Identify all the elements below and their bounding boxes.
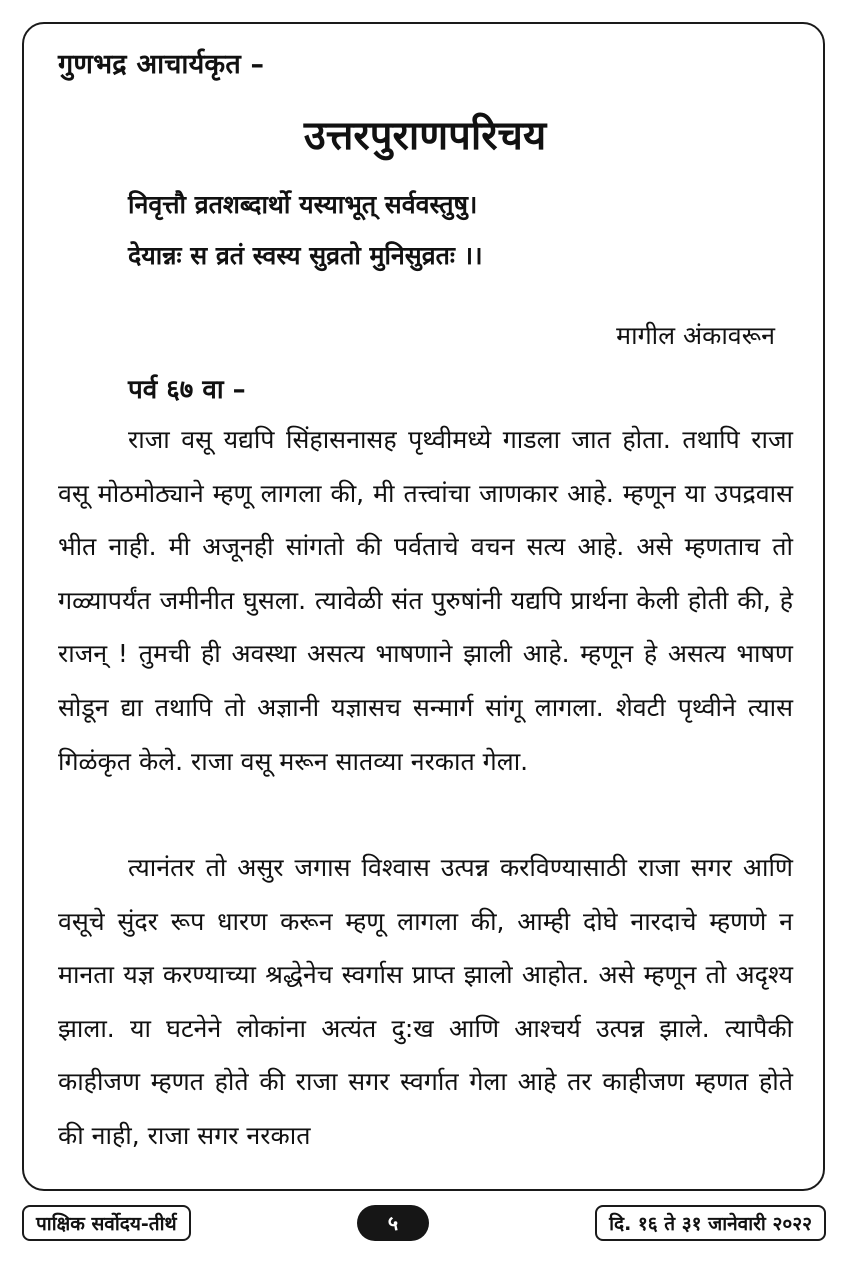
verse-line-2: देयान्नः स व्रतं स्वस्य सुव्रतो मुनिसुव्रतः ।। <box>128 241 483 270</box>
publication-name: पाक्षिक सर्वोदय-तीर्थ <box>22 1205 191 1241</box>
body-paragraph: त्यानंतर तो असुर जगास विश्वास उत्पन्न करविण्यासाठी राजा सगर आणि वसूचे सुंदर रूप धारण करून म्हणू लागला की, आम्ही दोघे नारदाचे म्हणणे न मानता यज्ञ करण्याच्या श्रद्धेनेच स्वर्गास प्राप्त झालो आहोत. असे म्हणून तो अदृश्य झाला. या घटनेने लोकांना अत्यंत दु:ख आणि आश्चर्य उत्पन्न झाले. त्यापैकी काहीजण म्हणत होते की राजा सगर स्वर्गात गेला आहे तर काहीजण म्हणत होते की नाही, राजा सगर नरकात <box>58 853 793 1150</box>
section-heading: पर्व ६७ वा – <box>128 375 246 405</box>
continued-note: मागील अंकावरून <box>616 321 775 350</box>
page-number: ५ <box>357 1205 429 1241</box>
body-paragraph: राजा वसू यद्यपि सिंहासनासह पृथ्वीमध्ये गाडला जात होता. तथापि राजा वसू मोठमोठ्याने म्हणू लागला की, मी तत्त्वांचा जाणकार आहे. म्हणून या उपद्रवास भीत नाही. मी अजूनही सांगतो की पर्वताचे वचन सत्य आहे. असे म्हणताच तो गळ्यापर्यंत जमीनीत घुसला. त्यावेळी संत पुरुषांनी यद्यपि प्रार्थना केली होती की, हे राजन् ! तुमची ही अवस्था असत्य भाषणाने झाली आहे. म्हणून हे असत्य भाषण सोडून द्या तथापि तो अज्ञानी यज्ञासच सन्मार्ग सांगू लागला. शेवटी पृथ्वीने त्यास गिळंकृत केले. राजा वसू मरून सातव्या नरकात गेला. <box>58 425 793 776</box>
page-title: उत्तरपुराणपरिचय <box>303 113 547 159</box>
issue-date: दि. १६ ते ३१ जानेवारी २०२२ <box>595 1205 826 1241</box>
verse-line-1: निवृत्तौ व्रतशब्दार्थो यस्याभूत् सर्ववस्तुषु। <box>128 190 478 219</box>
author-line: गुणभद्र आचार्यकृत – <box>58 49 265 80</box>
